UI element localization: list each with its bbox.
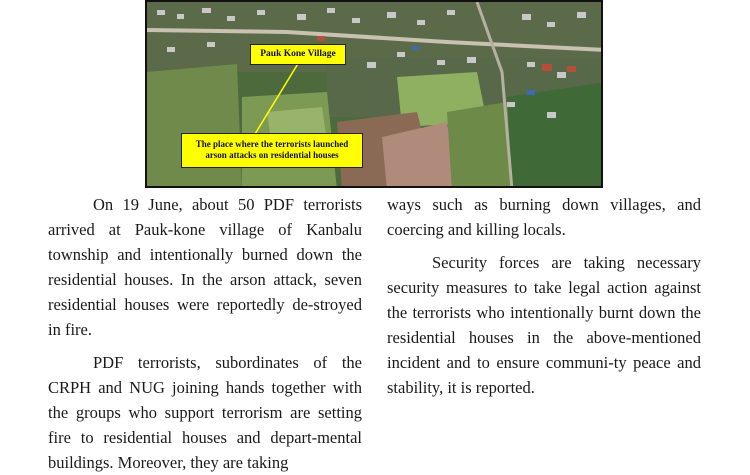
- paragraph-security-forces: Security forces are taking necessary security measures to take legal action against the terrorists who intentionally burnt down the residential houses in the above-mentioned incident and to ensure communi-ty peace and stability, it is reported.: [387, 253, 701, 397]
- right-column: [387, 192, 701, 400]
- paragraph-pdf-terrorists: PDF terrorists, subordinates of the CRPH and NUG joining hands together with the groups who support terrorism are setting fire to residential houses and depart-mental buildings. Moreover, they are taking: [48, 353, 362, 472]
- arson-label-line-2: arson attacks on residential houses: [205, 150, 339, 160]
- paragraph-continuation: ways such as burning down villages, and coercing and killing locals.: [387, 195, 701, 239]
- arson-label-line-1: The place where the terrorists launched: [195, 139, 349, 149]
- left-column: [48, 192, 362, 475]
- village-label: Pauk Kone Village: [250, 44, 346, 65]
- paragraph-incident: On 19 June, about 50 PDF terrorists arrived at Pauk-kone village of Kanbalu township and intentionally burned down the residential houses. In the arson attack, seven residential houses were reportedly de-stroyed in fire.: [48, 195, 362, 339]
- aerial-photo: [145, 0, 603, 188]
- arson-site-label: [181, 133, 363, 168]
